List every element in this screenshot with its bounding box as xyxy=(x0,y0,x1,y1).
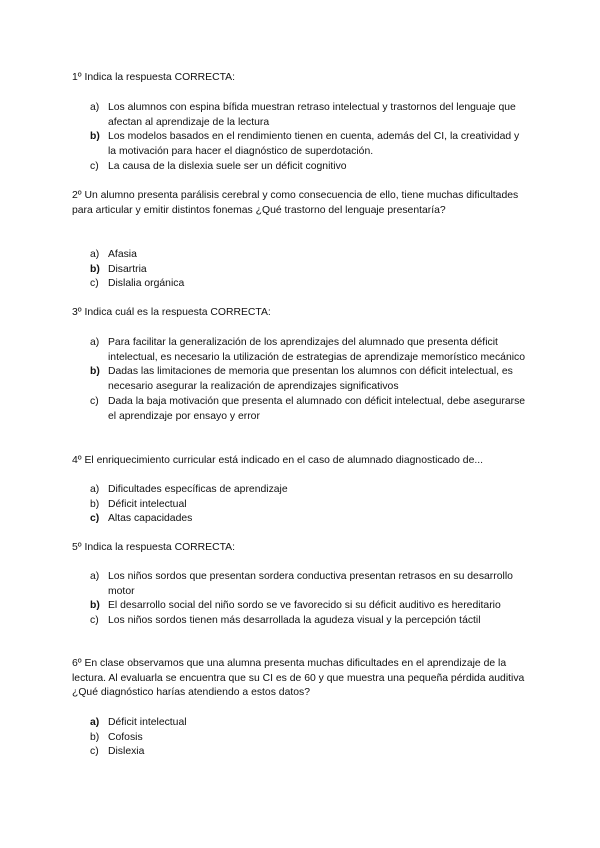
option-letter: b) xyxy=(90,366,100,378)
question-4-option-b xyxy=(90,498,530,513)
option-text: Dadas las limitaciones de memoria que presentan los alumnos con déficit intelectual, es necesario asegurar la realización de aprendizajes significativos xyxy=(108,366,513,393)
question-1-option-c xyxy=(90,160,530,175)
option-letter: a) xyxy=(90,717,100,728)
option-text: Déficit intelectual xyxy=(108,717,187,728)
option-text: Dada la baja motivación que presenta el alumnado con déficit intelectual, debe asegurarse el aprendizaje por ensayo y error xyxy=(108,395,526,422)
question-2-option-c xyxy=(90,277,530,292)
option-text: Déficit intelectual xyxy=(108,498,187,510)
question-3-option-c xyxy=(90,395,530,424)
question-5-option-b xyxy=(90,599,530,614)
option-text: La causa de la dislexia suele ser un déficit cognitivo xyxy=(108,160,347,172)
option-letter: a) xyxy=(90,571,100,582)
question-6-text: 6º En clase observamos que una alumna presenta muchas dificultades en el aprendizaje de la lectura. Al evaluarla se encuentra que su CI es de 60 y que muestra una pequeña pérdida auditiva ¿Qué diagnóstico harías atendiendo a estos datos? xyxy=(72,658,525,699)
option-text: Cofosis xyxy=(108,731,143,743)
option-text: Afasia xyxy=(108,249,137,260)
question-1-text: 1º Indica la respuesta CORRECTA: xyxy=(72,72,235,83)
question-4-option-c xyxy=(90,512,530,527)
question-4-options xyxy=(90,483,530,527)
question-3-option-a xyxy=(90,336,530,365)
option-text: Los alumnos con espina bífida muestran retraso intelectual y trastornos del lenguaje que afectan al aprendizaje de la lectura xyxy=(108,102,516,128)
question-5-options xyxy=(90,570,530,629)
question-1-option-b xyxy=(90,130,530,159)
question-2-option-a xyxy=(90,248,530,263)
option-text: Los modelos basados en el rendimiento tienen en cuenta, además del CI, la creatividad y la motivación para hacer el diagnóstico de superdotación. xyxy=(108,131,520,158)
option-text: Disartria xyxy=(108,263,147,275)
question-2-text: 2º Un alumno presenta parálisis cerebral y como consecuencia de ello, tiene muchas dificultades para articular y emitir distintos fonemas ¿Qué trastorno del lenguaje presentaría? xyxy=(72,190,519,216)
question-6-options xyxy=(90,716,530,760)
question-6-option-b xyxy=(90,731,530,746)
option-letter: b) xyxy=(90,600,100,612)
question-3-options xyxy=(90,336,530,424)
question-2-option-b xyxy=(90,263,530,278)
option-letter: c) xyxy=(90,615,99,627)
option-letter: c) xyxy=(90,160,99,172)
question-3-text: 3º Indica cuál es la respuesta CORRECTA: xyxy=(72,307,271,318)
option-letter: a) xyxy=(90,102,100,113)
option-text: Los niños sordos tienen más desarrollada la agudeza visual y la percepción táctil xyxy=(108,615,481,627)
question-1-options xyxy=(90,101,530,175)
option-letter: b) xyxy=(90,731,100,743)
question-4-option-a xyxy=(90,483,530,498)
option-letter: c) xyxy=(90,746,99,758)
option-text: Dislalia orgánica xyxy=(108,278,185,290)
option-letter: b) xyxy=(90,498,100,510)
option-letter: b) xyxy=(90,131,100,143)
question-1-option-a xyxy=(90,101,530,130)
option-text: Altas capacidades xyxy=(108,513,193,525)
question-5-text: 5º Indica la respuesta CORRECTA: xyxy=(72,542,235,553)
question-4-text: 4º El enriquecimiento curricular está indicado en el caso de alumnado diagnosticado de... xyxy=(72,455,484,466)
option-text: Para facilitar la generalización de los aprendizajes del alumnado que presenta déficit intelectual, es necesario la utilización de estrategias de aprendizaje memorístico mecánico xyxy=(108,337,526,363)
question-5-option-c xyxy=(90,614,530,629)
option-letter: c) xyxy=(90,513,100,525)
question-6-option-c xyxy=(90,745,530,760)
question-2-options xyxy=(90,248,530,292)
option-letter: c) xyxy=(90,395,99,407)
option-letter: a) xyxy=(90,337,100,348)
option-text: Dificultades específicas de aprendizaje xyxy=(108,484,288,495)
question-3-option-b xyxy=(90,365,530,394)
option-letter: a) xyxy=(90,484,100,495)
option-letter: b) xyxy=(90,263,100,275)
option-text: El desarrollo social del niño sordo se ve favorecido si su déficit auditivo es hereditario xyxy=(108,600,501,612)
option-text: Los niños sordos que presentan sordera conductiva presentan retrasos en su desarrollo motor xyxy=(108,571,513,597)
question-6-option-a xyxy=(90,716,530,731)
option-letter: a) xyxy=(90,249,100,260)
option-letter: c) xyxy=(90,278,99,290)
option-text: Dislexia xyxy=(108,746,145,758)
question-5-option-a xyxy=(90,570,530,599)
